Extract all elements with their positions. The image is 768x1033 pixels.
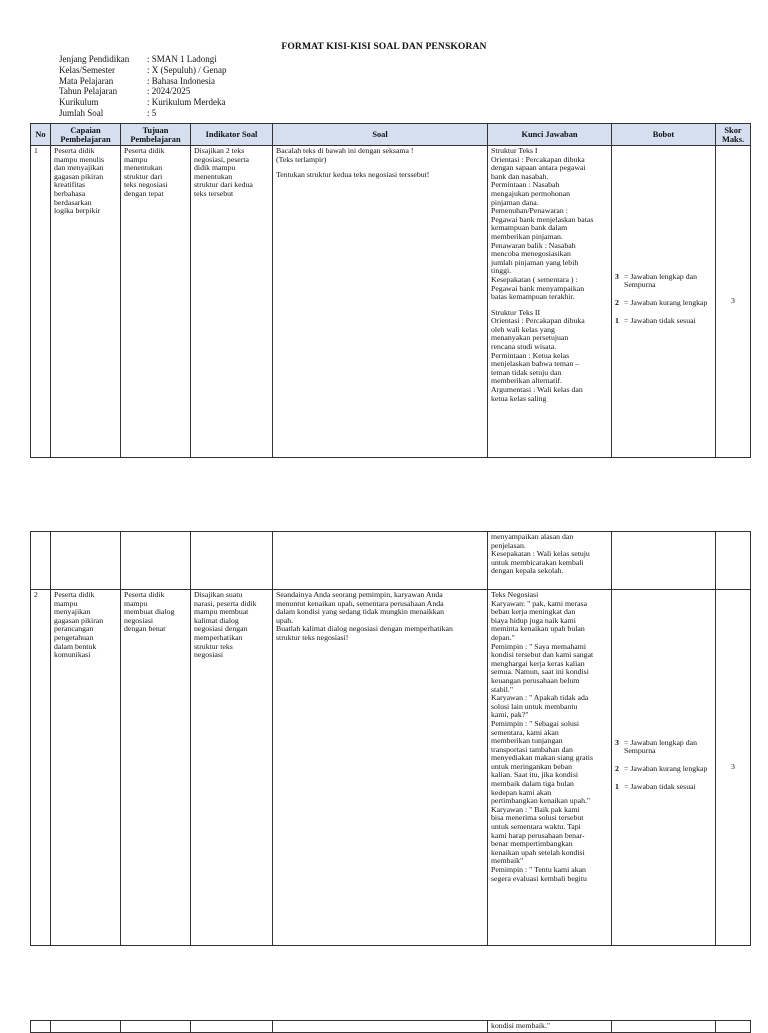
- cell-kunci-line: membaik": [491, 856, 524, 866]
- cell-indikator-line: mampu membuat: [194, 607, 249, 617]
- document-meta: [59, 54, 226, 119]
- cell-tujuan-line: struktur dari: [124, 171, 163, 181]
- cell-tujuan-line: teks negosiasi: [124, 180, 168, 190]
- header-skor: Skor Maks.: [716, 124, 751, 146]
- header-capaian: Capaian Pembelajaran: [51, 124, 121, 146]
- cell-kunci-line: Argumentasi : Wali kelas dan: [491, 385, 583, 395]
- cell-tujuan-line: Peserta didik: [124, 590, 165, 599]
- cell-soal-line: Seandainya Anda seorang pemimpin, karyawan Anda: [276, 590, 443, 599]
- meta-row: [59, 97, 226, 108]
- table-row: [31, 532, 751, 590]
- cell-kunci-line: penjelasan.: [491, 540, 526, 550]
- cell-kunci-line: memberikan pinjaman.: [491, 231, 563, 241]
- cell-soal: [273, 532, 488, 590]
- meta-label: Jumlah Soal: [59, 107, 104, 118]
- cell-capaian-line: berdasarkan: [54, 197, 92, 207]
- cell-indikator: [191, 146, 273, 458]
- bobot-description: = Jawaban tidak sesuai: [624, 315, 696, 325]
- cell-indikator-line: menentukan: [194, 171, 233, 181]
- cell-kunci-line: menjelaskan bahwa teman –: [491, 359, 580, 369]
- cell-kunci: [488, 590, 612, 946]
- header-no: No: [31, 124, 51, 146]
- cell-indikator-line: Disajikan suatu: [194, 590, 243, 599]
- cell-soal-line: dalam kondisi yang sedang tidak mungkin menaikkan: [276, 607, 445, 617]
- cell-kunci-line: dengan sapaan antara pegawai: [491, 163, 586, 173]
- cell-indikator-line: negosiasi dengan: [194, 624, 248, 634]
- cell-kunci-line: Pemimpin : " Sebagai solusi: [491, 718, 580, 728]
- cell-kunci-line: Permintaan : Ketua kelas: [491, 350, 570, 360]
- cell-bobot: [612, 146, 716, 458]
- bobot-item: [615, 299, 712, 308]
- cell-kunci-line: pinjaman dana.: [491, 197, 539, 207]
- kisi-kisi-table-page-1: [30, 123, 751, 458]
- cell-bobot: [612, 1021, 716, 1033]
- bobot-score: 3: [615, 737, 619, 747]
- cell-capaian: [51, 146, 121, 458]
- cell-indikator-line: didik mampu: [194, 163, 236, 173]
- bobot-score: 1: [615, 781, 619, 791]
- cell-kunci-line: Pemenuhan/Penawaran :: [491, 206, 568, 216]
- cell-soal: [273, 146, 488, 458]
- cell-tujuan: [121, 1021, 191, 1033]
- meta-row: [59, 54, 226, 65]
- kisi-kisi-table-page-2: [30, 531, 751, 946]
- cell-capaian-line: gagasan pikiran: [54, 615, 104, 625]
- cell-kunci-line: dengan kepala sekolah.: [491, 566, 564, 576]
- cell-capaian-line: logika berpikir: [54, 206, 101, 216]
- cell-kunci-line: kondisi tersebut dan kami sangat: [491, 650, 594, 660]
- cell-tujuan-line: mampu: [124, 154, 148, 164]
- cell-kunci-line: Kesepakatan ( sementara ) :: [491, 274, 578, 284]
- cell-kunci-line: pertimbangkan kenaikan upah.": [491, 796, 591, 806]
- cell-kunci-line: tinggi.: [491, 266, 512, 276]
- cell-skor: 3: [716, 590, 751, 946]
- cell-kunci-line: benar mempertimbangkan: [491, 839, 573, 849]
- cell-no: [31, 532, 51, 590]
- cell-tujuan: [121, 146, 191, 458]
- cell-indikator: [191, 1021, 273, 1033]
- meta-row: [59, 108, 226, 119]
- cell-kunci-line: untuk membicarakan kembali: [491, 557, 584, 567]
- header-indikator: Indikator Soal: [191, 124, 273, 146]
- cell-indikator-line: teks tersebut: [194, 188, 234, 198]
- meta-label: Mata Pelajaran: [59, 75, 114, 86]
- cell-kunci-line: membaik dalam tiga bulan: [491, 779, 574, 789]
- cell-kunci-line: stabil.": [491, 684, 514, 694]
- cell-kunci-line: Pemimpin : " Saya memahami: [491, 641, 586, 651]
- cell-soal-line: Buatlah kalimat dialog negosiasi dengan memperhatikan: [276, 624, 453, 634]
- cell-capaian-line: pengetahuan: [54, 632, 94, 642]
- table-row: [31, 590, 751, 946]
- cell-no: [31, 1021, 51, 1033]
- bobot-description: = Jawaban kurang lengkap: [624, 298, 708, 307]
- cell-capaian-line: mampu menulis: [54, 154, 105, 164]
- document-title: FORMAT KISI-KISI SOAL DAN PENSKORAN: [281, 41, 487, 52]
- cell-indikator-line: struktur dari kedua: [194, 180, 253, 190]
- cell-kunci-line: rencana studi wisata.: [491, 342, 557, 352]
- cell-kunci-line: teman tidak setuju dan: [491, 367, 562, 377]
- cell-kunci-line: bank dan nasabah.: [491, 171, 549, 181]
- cell-kunci-line: Penawaran balik : Nasabah: [491, 240, 576, 250]
- cell-soal-line: (Teks terlampir): [276, 154, 327, 164]
- bobot-description: = Jawaban lengkap dan Sempurna: [624, 271, 698, 290]
- cell-kunci-line: menyampaikan alasan dan: [491, 532, 574, 541]
- cell-kunci-line: semua. Namun, saat ini kondisi: [491, 667, 589, 677]
- bobot-item: [615, 783, 712, 792]
- bobot-score: 2: [615, 764, 619, 773]
- cell-tujuan-line: mampu: [124, 598, 148, 608]
- cell-capaian-line: kreatifitas: [54, 180, 86, 190]
- cell-capaian-line: dan menyajikan: [54, 163, 104, 173]
- table-row: [31, 146, 751, 458]
- cell-indikator-line: kalimat dialog: [194, 615, 239, 625]
- cell-capaian-line: komunikasi: [54, 650, 91, 660]
- cell-indikator: [191, 590, 273, 946]
- bobot-description: = Jawaban tidak sesuai: [624, 781, 696, 791]
- header-kunci: Kunci Jawaban: [488, 124, 612, 146]
- cell-kunci-line: kami, pak?": [491, 710, 529, 720]
- cell-indikator-line: Disajikan 2 teks: [194, 146, 245, 155]
- cell-kunci-line: Karyawan: " pak, kami merasa: [491, 598, 588, 608]
- cell-kunci-line: transportasi tambahan dan: [491, 744, 573, 754]
- meta-label: Jenjang Pendidikan: [59, 54, 130, 64]
- bobot-description: = Jawaban kurang lengkap: [624, 764, 708, 773]
- header-tujuan: Tujuan Pembelajaran: [121, 124, 191, 146]
- meta-value: : 2024/2025: [147, 86, 191, 97]
- cell-soal: [273, 1021, 488, 1033]
- cell-capaian-line: perancangan: [54, 624, 94, 634]
- header-soal: Soal: [273, 124, 488, 146]
- bobot-item: [615, 273, 712, 290]
- cell-kunci-line: segera evaluasi kembali begitu: [491, 873, 587, 883]
- cell-kunci-line: meminta kenaikan upah bulan: [491, 624, 585, 634]
- cell-capaian-line: menyajikan: [54, 607, 91, 617]
- cell-capaian-line: Peserta didik: [54, 146, 95, 155]
- cell-skor: 3: [716, 146, 751, 458]
- cell-kunci-line: Teks Negosiasi: [491, 590, 539, 599]
- cell-capaian: [51, 532, 121, 590]
- cell-kunci-line: Pegawai bank menyampaikan: [491, 283, 585, 293]
- cell-indikator-line: negosiasi: [194, 650, 224, 660]
- cell-capaian-line: berbahasa: [54, 188, 86, 198]
- cell-tujuan-line: dengan benar: [124, 624, 166, 634]
- cell-soal-line: Tentukan struktur kedua teks negosiasi terssebut!: [276, 170, 430, 180]
- cell-capaian-line: dalam bentuk: [54, 641, 97, 651]
- meta-label: Tahun Pelajaran: [59, 86, 118, 97]
- cell-no: 2: [31, 590, 51, 946]
- cell-kunci-line: Struktur Teks I: [491, 146, 538, 155]
- cell-kunci-line: kedepan kami akan: [491, 787, 552, 797]
- cell-kunci-line: memberikan tunjangan: [491, 736, 563, 746]
- kisi-kisi-table-page-3: [30, 1020, 751, 1033]
- cell-kunci-line: ketua kelas saling: [491, 393, 547, 403]
- cell-kunci-line: untuk sementara waktu. Tapi: [491, 822, 581, 832]
- meta-value: : Bahasa Indonesia: [147, 75, 215, 86]
- cell-kunci-line: Pemimpin : " Tentu kami akan: [491, 865, 586, 874]
- cell-kunci: [488, 146, 612, 458]
- cell-capaian-line: gagasan pikiran: [54, 171, 104, 181]
- cell-tujuan-line: Peserta didik: [124, 146, 165, 155]
- cell-kunci-line: keuangan perusahaan belum: [491, 675, 580, 685]
- cell-soal-line: struktur teks negosiasi!: [276, 632, 349, 642]
- cell-kunci-line: mengajukan permohonan: [491, 188, 571, 198]
- meta-row: [59, 65, 226, 76]
- cell-soal-line: upah.: [276, 615, 294, 625]
- cell-kunci-line: memberikan alternatif.: [491, 376, 563, 386]
- cell-kunci-line: kenaikan upah setelah kondisi: [491, 847, 585, 857]
- cell-kunci-line: Karyawan : " Baik pak kami: [491, 804, 580, 814]
- cell-kunci-line: kami harap perusahaan benar-: [491, 830, 585, 840]
- cell-kunci-line: kemampuan bank dalam: [491, 223, 568, 233]
- cell-kunci-line: Struktur Teks II: [491, 307, 541, 317]
- cell-bobot: [612, 532, 716, 590]
- cell-tujuan-line: negosiasi: [124, 615, 154, 625]
- cell-kunci-line: Permintaan : Nasabah: [491, 180, 560, 190]
- bobot-score: 2: [615, 298, 619, 307]
- bobot-item: [615, 765, 712, 774]
- cell-kunci-line: bisa menerima solusi tersebut: [491, 813, 584, 823]
- cell-kunci-line: jumlah pinjaman yang lebih: [491, 257, 579, 267]
- bobot-item: [615, 739, 712, 756]
- cell-kunci-line: menanyakan persetujuan: [491, 333, 569, 343]
- cell-kunci-line: Kesepakatan : Wali kelas setuju: [491, 549, 590, 559]
- cell-kunci-line: batas kemampuan terakhir.: [491, 292, 575, 302]
- meta-value: : 5: [147, 107, 157, 118]
- table-row: [31, 1021, 751, 1033]
- cell-tujuan-line: dengan tepat: [124, 188, 164, 198]
- cell-skor: [716, 1021, 751, 1033]
- cell-kunci-line: mencoba menegosiasikan: [491, 249, 571, 259]
- meta-value: : Kurikulum Merdeka: [147, 97, 226, 108]
- cell-kunci-line: beban kerja meningkat dan: [491, 607, 576, 617]
- cell-capaian: [51, 590, 121, 946]
- cell-capaian: [51, 1021, 121, 1033]
- cell-kunci-line: oleh wali kelas yang: [491, 324, 555, 334]
- meta-label: Kurikulum: [59, 97, 99, 108]
- cell-indikator-line: struktur teks: [194, 641, 233, 651]
- meta-label: Kelas/Semester: [59, 64, 115, 75]
- cell-indikator-line: narasi, peserta didik: [194, 598, 257, 608]
- cell-capaian-line: Peserta didik: [54, 590, 95, 599]
- cell-kunci-line: depan.": [491, 632, 515, 642]
- cell-kunci-line: solusi lain untuk membantu: [491, 701, 578, 711]
- cell-kunci-line: Orientasi : Percakapan dibuka: [491, 316, 585, 326]
- cell-indikator: [191, 532, 273, 590]
- meta-row: [59, 86, 226, 97]
- cell-bobot: [612, 590, 716, 946]
- cell-kunci-line: sementara, kami akan: [491, 727, 559, 737]
- cell-soal-line: Bacalah teks di bawah ini dengan seksama !: [276, 146, 414, 155]
- cell-indikator-line: negosiasi, peserta: [194, 154, 249, 164]
- cell-kunci-line: Orientasi : Percakapan dibuka: [491, 154, 585, 164]
- cell-soal: [273, 590, 488, 946]
- cell-kunci-line: untuk meringankan beban: [491, 761, 572, 771]
- bobot-description: = Jawaban lengkap dan Sempurna: [624, 737, 698, 756]
- cell-tujuan: [121, 532, 191, 590]
- cell-kunci-line: kalian. Saat itu, jika kondisi: [491, 770, 579, 780]
- cell-tujuan-line: membuat dialog: [124, 607, 175, 617]
- meta-row: [59, 76, 226, 87]
- meta-value: : SMAN 1 Ladongi: [147, 54, 217, 64]
- cell-kunci: [488, 532, 612, 590]
- meta-value: : X (Sepuluh) / Genap: [147, 64, 227, 75]
- cell-kunci-line: Pegawai bank menjelaskan batas: [491, 214, 594, 224]
- cell-kunci: [488, 1021, 612, 1033]
- bobot-score: 1: [615, 315, 619, 325]
- cell-skor: [716, 532, 751, 590]
- bobot-item: [615, 317, 712, 326]
- header-bobot: Bobot: [612, 124, 716, 146]
- cell-kunci-line: menghargai kerja keras kalian: [491, 658, 585, 668]
- cell-capaian-line: mampu: [54, 598, 78, 608]
- cell-kunci-line: kondisi membaik.": [491, 1021, 551, 1030]
- cell-tujuan-line: menentukan: [124, 163, 163, 173]
- cell-tujuan: [121, 590, 191, 946]
- cell-indikator-line: memperhatikan: [194, 632, 243, 642]
- cell-soal-line: menuntut kenaikan upah, sementara perusahaan Anda: [276, 598, 444, 608]
- bobot-score: 3: [615, 271, 619, 281]
- cell-kunci-line: Karyawan : " Apakah tidak ada: [491, 693, 589, 703]
- cell-kunci-line: menyediakan makan siang gratis: [491, 753, 593, 763]
- cell-no: 1: [31, 146, 51, 458]
- cell-kunci-line: biaya hidup juga naik kami: [491, 615, 576, 625]
